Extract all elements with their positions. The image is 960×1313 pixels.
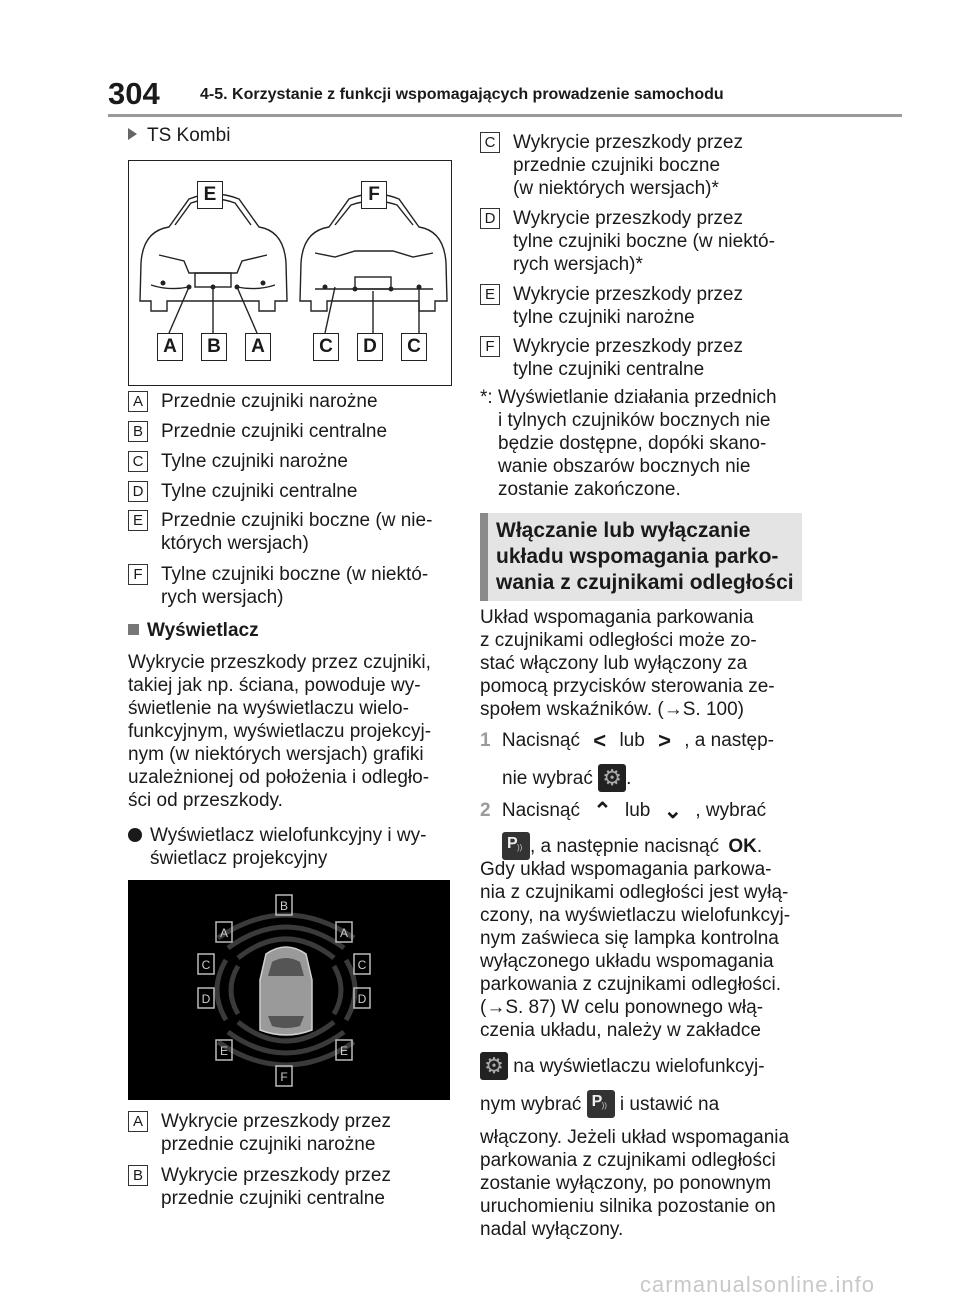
figure-label: B bbox=[201, 333, 227, 361]
chevron-right-icon: > bbox=[658, 728, 671, 753]
watermark: carmanualsonline.info bbox=[640, 1272, 876, 1297]
triangle-bullet-icon bbox=[128, 128, 137, 140]
legend-key: B bbox=[128, 1165, 148, 1186]
legend-key: C bbox=[128, 451, 148, 472]
chevron-down-icon: ⌄ bbox=[663, 798, 683, 823]
square-bullet-icon bbox=[128, 624, 139, 635]
legend-item: E Wykrycie przeszkody przez tylne czujniki narożne bbox=[480, 283, 743, 329]
legend-item: B Wykrycie przeszkody przez przednie czujniki centralne bbox=[128, 1164, 391, 1210]
legend-item: F Tylne czujniki boczne (w niektó- rych wersjach) bbox=[128, 563, 428, 609]
display-label: D bbox=[357, 992, 367, 1006]
display-label: E bbox=[339, 1044, 349, 1058]
figure-label: F bbox=[361, 181, 387, 209]
figure-label: A bbox=[157, 333, 183, 361]
circle-bullet-icon bbox=[128, 828, 142, 842]
step-1: 1 Nacisnąć < lub > , a następ- nie wybrać ⚙ . bbox=[480, 728, 810, 794]
ok-button-icon: OK bbox=[728, 836, 757, 857]
legend-key: D bbox=[128, 481, 148, 502]
legend-item: D Wykrycie przeszkody przez tylne czujniki boczne (w niektó- rych wersjach)* bbox=[480, 207, 775, 276]
model-label: TS Kombi bbox=[147, 125, 231, 146]
legend-item: E Przednie czujniki boczne (w nie- których wersjach) bbox=[128, 509, 432, 555]
footnote: *: Wyświetlanie działania przednich i tylnych czujników bocznych nie będzie dostępne, dopóki skano- wanie obszarów bocznych nie zostanie zakończone. bbox=[480, 387, 777, 500]
step-number: 2 bbox=[480, 800, 491, 821]
display-label: B bbox=[279, 899, 289, 913]
legend-item: B Przednie czujniki centralne bbox=[128, 420, 387, 443]
legend-item: C Wykrycie przeszkody przez przednie czujniki boczne (w niektórych wersjach)* bbox=[480, 131, 743, 200]
settings-gear-icon bbox=[598, 764, 626, 792]
legend-key: D bbox=[480, 208, 500, 229]
display-sensor-graphic bbox=[128, 880, 450, 1100]
header-rule bbox=[108, 114, 902, 117]
figure-label: C bbox=[401, 333, 427, 361]
sensor-location-figure bbox=[128, 160, 452, 386]
display-paragraph: Wykrycie przeszkody przez czujniki, takiej jak np. ściana, powoduje wy- świetlenie na wyświetlaczu wielo- funkcyjnym, wyświetlaczu projekcyj- nym (w niektórych wersjach) grafiki uzależnionej od położenia i odległo- ści od przeszkody. bbox=[128, 652, 432, 811]
step-2: 2 Nacisnąć ⌃ lub ⌄ , wybrać )) P, a następnie nacisnąć OK. bbox=[480, 798, 810, 862]
figure-label: C bbox=[313, 333, 339, 361]
legend-key: A bbox=[128, 391, 148, 412]
legend-key: E bbox=[128, 510, 148, 531]
body-paragraph: Gdy układ wspomagania parkowa- nia z czujnikami odległości jest wyłą- czony, na wyświetlaczu wielofunkcyj- nym zaświeca się lampka kontrolna wyłączonego układu wspomagania parkowania z czujnikami odległości. (→S. 87) W celu ponownego włą- czenia układu, należy w zakładce ⚙ na wyświetlaczu wielofunkcyj- nym wybrać )) P i ustawić na włączony. Jeżeli układ wspomagania parkowania z czujnikami odległości zostanie wyłączony, po ponownym uruchomieniu silnika pozostanie on nadal wyłączony. bbox=[480, 858, 810, 1241]
legend-item: A Wykrycie przeszkody przez przednie czujniki narożne bbox=[128, 1110, 391, 1156]
chevron-left-icon: < bbox=[593, 728, 607, 753]
legend-key: F bbox=[480, 336, 500, 357]
legend-key: A bbox=[128, 1111, 148, 1132]
display-figure bbox=[128, 880, 450, 1100]
display-label: C bbox=[201, 958, 211, 972]
legend-key: B bbox=[128, 421, 148, 442]
intro-paragraph: Układ wspomagania parkowania z czujnikami odległości może zo- stać włączony lub wyłączony za pomocą przycisków sterowania ze- społem wskaźników. (→S. 100) bbox=[480, 607, 775, 720]
display-label: D bbox=[201, 992, 211, 1006]
step-number: 1 bbox=[480, 730, 491, 751]
display-label: F bbox=[280, 1070, 288, 1084]
section-title: Włączanie lub wyłączanie układu wspomagania parko- wania z czujnikami odległości bbox=[496, 519, 794, 594]
parking-sensor-icon bbox=[502, 832, 530, 860]
display-label: A bbox=[339, 926, 349, 940]
chevron-up-icon: ⌃ bbox=[593, 798, 612, 823]
legend-item: C Tylne czujniki narożne bbox=[128, 450, 348, 473]
parking-sensor-icon bbox=[587, 1090, 615, 1118]
model-heading bbox=[128, 124, 230, 147]
legend-key: C bbox=[480, 132, 500, 153]
chapter-title: 4-5. Korzystanie z funkcji wspomagających prowadzenie samochodu bbox=[200, 86, 724, 103]
section-heading-bar bbox=[480, 513, 488, 601]
legend-item: D Tylne czujniki centralne bbox=[128, 480, 357, 503]
figure-label: A bbox=[245, 333, 271, 361]
legend-key: F bbox=[128, 564, 148, 585]
settings-gear-icon bbox=[480, 1052, 508, 1080]
page-number: 304 bbox=[108, 76, 160, 111]
figure-label: D bbox=[357, 333, 383, 361]
display-label: E bbox=[219, 1044, 229, 1058]
display-label: A bbox=[219, 926, 229, 940]
display-label: C bbox=[357, 958, 367, 972]
legend-item: A Przednie czujniki narożne bbox=[128, 390, 378, 413]
display-heading: Wyświetlacz bbox=[128, 619, 259, 642]
legend-item: F Wykrycie przeszkody przez tylne czujniki centralne bbox=[480, 335, 743, 381]
display-bullet: Wyświetlacz wielofunkcyjny i wy- świetlacz projekcyjny bbox=[128, 824, 426, 870]
legend-key: E bbox=[480, 284, 500, 305]
figure-label: E bbox=[197, 181, 223, 209]
